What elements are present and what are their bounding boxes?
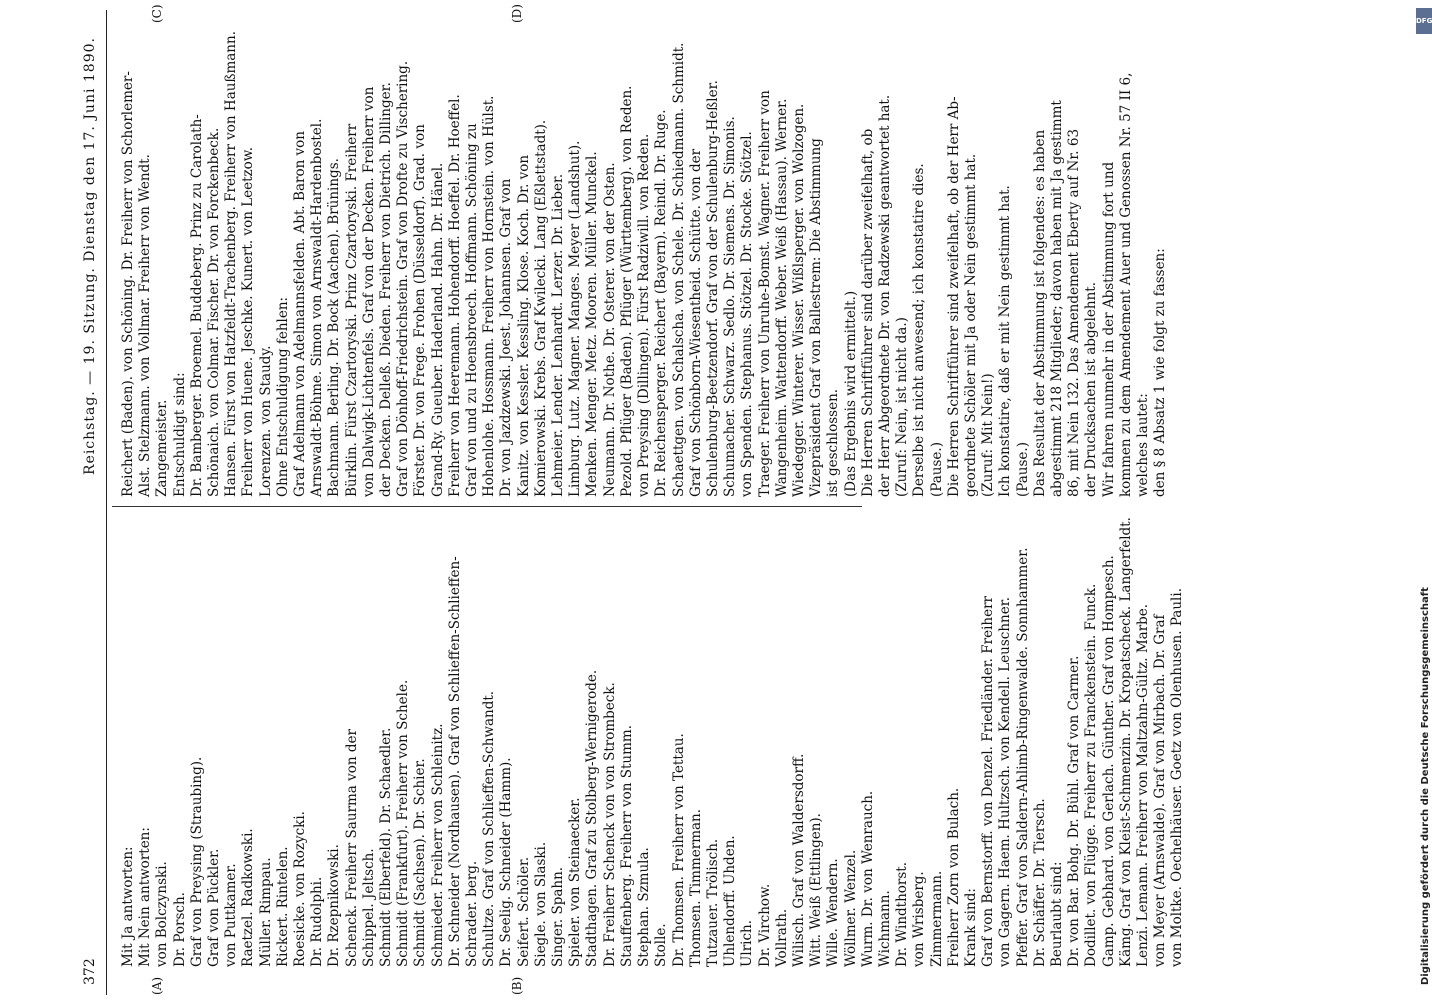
right-column-line: Limburg. Lutz. Magner. Manges. Meyer (Landshut). [567, 140, 584, 497]
right-column-line: von Preysing (Dillingen). Fürst Radziwill. von Reden. [636, 133, 653, 497]
right-column-line: Wangenheim. Wattendorff. Weber. Weiß (Hassau). Werner. [773, 98, 790, 497]
left-column-line: Schmidt (Elberfeld). Dr. Schaedler. [378, 727, 395, 967]
left-column-line: Raetzel. Radkowski. [240, 828, 257, 967]
right-column-line: Die Herren Schriftführer sind darüber zweifelhaft, ob [859, 128, 876, 497]
right-column-line: Grand-Ry. Gueuber. Haderland. Hahn. Dr. Hänel. [429, 162, 446, 497]
margin-mark-c: (C) [150, 4, 164, 23]
left-column-line: Graf von Bernstorff. von Denzel. Friedländer. Freiherr [980, 596, 997, 967]
dfg-logo: DFG [1416, 8, 1432, 34]
right-column-line: der Drucksachen ist abgelehnt. [1083, 282, 1100, 497]
right-column-line: Alst. Stelzmann. von Vollmar. Freiherr von Wendt. [137, 154, 154, 497]
page-number: 372 [82, 958, 98, 985]
right-column-line: Graf von Dönhoff-Friedrichstein. Graf von Drofte zu Vischering. [395, 60, 412, 497]
right-column-line: Arnswaldt-Böhme. Simon von Arnswaldt-Hardenbostel. [309, 118, 326, 497]
left-column-line: Dr. von Bar. Bohg. Dr. Bühl. Graf von Carmer. [1066, 655, 1083, 967]
right-column-line: Wir fahren nunmehr in der Abstimmung fort und [1100, 161, 1117, 497]
right-column-line: (Das Ergebnis wird ermittelt.) [842, 290, 859, 497]
right-column-line: Schulenburg-Beetzendorf. Graf von der Schulenburg-Heßler. [704, 80, 721, 497]
left-column-line: Dr. Porsch. [171, 892, 188, 967]
right-column-line: Kanitz. von Kessler. Kessling. Klose. Koch. Dr. von [515, 154, 532, 497]
left-column-line: Witt. Weiß (Ettlingen). [808, 813, 825, 967]
left-column-line: Dr. Schäffer. Dr. Tiersch. [1031, 798, 1048, 967]
left-column-line: Schippel. Jeltsch. [360, 848, 377, 967]
right-column-line: Freiherr von Heeremann. Hohendorff. Hoeffel. Dr. Hoeffel. [446, 94, 463, 497]
right-column-line: Lehmeier. Lender. Lenhardt. Lerzer. Dr. Lieber. [550, 173, 567, 497]
left-column-line: Dr. Thomsen. Freiherr von Tettau. [670, 733, 687, 967]
left-column-line: Mit Nein antworten: [137, 827, 154, 967]
left-column-line: Stolle. [653, 923, 670, 967]
left-column-line: Graf von Pückler. [206, 848, 223, 967]
left-column-line: Thomsen. Timmerman. [687, 808, 704, 967]
right-column-line: abgestimmt 218 Mitglieder; davon haben mit Ja gestimmt [1048, 100, 1065, 497]
running-title: Reichstag. — 19. Sitzung. Dienstag den 17. Juni 1890. [82, 37, 98, 475]
left-column-line: Roesicke. von Rozycki. [292, 811, 309, 967]
left-column-line: Graf von Preysing (Straubing). [188, 756, 205, 967]
left-column-line: Seifert. Schöler. [515, 856, 532, 967]
left-column-line: Schmidt (Sachsen). Dr. Schier. [412, 758, 429, 967]
left-column-line: Dr. Schneider (Nordhausen). Graf von Schlieffen-Schlieffen- [446, 556, 463, 967]
right-column-line: Freiherr von Huene. Jeschke. Kunert. von Leetzow. [240, 146, 257, 497]
left-column-line: Beurlaubt sind: [1048, 861, 1065, 967]
right-column-line: (Pause.) [928, 442, 945, 497]
right-column-line: Schumacher. Schwarz. Sedlo. Dr. Siemens. Dr. Simonis. [722, 116, 739, 497]
left-column-line: Uhlendorff. Uhden. [722, 835, 739, 967]
page-header [80, 10, 104, 995]
right-column-line: Schaettgen. von Schalscha. von Schele. Dr. Schiedmann. Schmidt. [670, 42, 687, 497]
left-column-line: Ulrich. [739, 919, 756, 967]
left-column-line: Wurm. Dr. von Wenrauch. [859, 790, 876, 967]
right-column-line: Dr. von Jazdzewski. Joest. Johannsen. Graf von [498, 178, 515, 497]
credit-strip [1418, 10, 1432, 990]
right-column-line: (Zuruf: Nein, ist nicht da.) [894, 317, 911, 497]
left-column-line: Lenzi. Lemann. Freiherr von Maltzahn-Gültz. Marbe. [1134, 603, 1151, 967]
right-column-line: Bürklin. Fürst Czartoryski. Prinz Czartoryski. Freiherr [343, 123, 360, 497]
left-column-line: Dr. Rudolphi. [309, 876, 326, 967]
right-column-line: von Spenden. Stephanus. Stötzel. Dr. Stocke. Stötzel. [739, 131, 756, 497]
right-column-line: Dr. Reichensperger. Reichert (Bayern). Reindl. Dr. Ruge. [653, 109, 670, 497]
right-column-line: Graf von und zu Hoensbroech. Hoffmann. Schöning zu [464, 123, 481, 497]
left-column-line: Mit Ja antworten: [120, 846, 136, 967]
left-column-line: von Bolczynski. [154, 861, 171, 967]
right-column-line: Schönaich. von Colmar. Fischer. Dr. von Forckenbeck. [206, 127, 223, 497]
left-column-line: Tutzauer. Trölisch. [704, 838, 721, 967]
left-column-line: Dodillet. von Flügge. Freiherr zu Franckenstein. Funck. [1083, 583, 1100, 967]
right-column-line: Bachmann. Berling. Dr. Bock (Aachen). Brünings. [326, 158, 343, 497]
right-column-line: Lorenzen. von Staudy. [257, 345, 274, 497]
right-column-line: Das Resultat der Abstimmung ist folgendes: es haben [1031, 129, 1048, 497]
right-column-line: Vizepräsident Graf von Ballestrem: Die Abstimmung [808, 138, 825, 497]
right-column-line: Graf Adelmann von Adelmannsfelden. Abt. Baron von [292, 130, 309, 497]
right-column-line: Hohenlohe. Hossmann. Freiherr von Hornstein. von Hülst. [481, 95, 498, 497]
left-column-line: Rickert. Rintelen. [274, 846, 291, 967]
right-column-line: 86, mit Nein 132. Das Amendement Eberty auf Nr. 63 [1066, 128, 1083, 497]
margin-mark-d: (D) [510, 4, 524, 23]
right-column-line: Menken. Menger. Metz. Mooren. Müller. Munckel. [584, 151, 601, 497]
left-column-line: Wichmann. [876, 890, 893, 967]
right-column-line: der Herr Abgeordnete Dr. von Radzewski geantwortet hat. [876, 94, 893, 497]
right-column-line: Dr. Bamberger. Broemel. Buddeberg. Prinz zu Carolath- [188, 114, 205, 497]
margin-mark-b: (B) [510, 976, 524, 995]
left-column-line: Pfeffer. Graf von Saldern-Ahlimb-Ringenwalde. Sonnhammer. [1014, 547, 1031, 967]
left-column-line: von Puttkamer. [223, 863, 240, 967]
left-column-line: Schmidt (Frankfurt). Freiherr von Schele. [395, 679, 412, 967]
right-column-line: geordnete Schöler mit Ja oder Nein gestimmt hat. [962, 153, 979, 497]
left-column-line: Stephan. Szmula. [636, 847, 653, 967]
right-column-line: Hansen. Fürst von Hatzfeldt-Trachenberg. Freiherr von Haußmann. [223, 31, 240, 497]
right-column-line: Neumann. Dr. Nothe. Dr. Osterer. von der Osten. [601, 162, 618, 497]
left-column-line: Schultze. Graf von Schlieffen-Schwandt. [481, 690, 498, 967]
right-column-line: (Zuruf: Mit Nein!) [980, 373, 997, 497]
right-column-line: Ich konstatire, daß er mit Nein gestimmt hat. [997, 185, 1014, 497]
right-column-line: Förster. Dr. von Frege. Frohen (Düsseldorf). Grad. von [412, 124, 429, 497]
left-column-line: Stauffenberg. Freiherr von Stumm. [618, 724, 635, 967]
right-column-line: Die Herren Schriftführer sind zweifelhaft, ob der Herr Ab- [945, 96, 962, 497]
left-column-line: Stadthagen. Graf zu Stolberg-Wernigerode. [584, 669, 601, 967]
left-column-line: Wöllmer. Wenzel. [842, 849, 859, 967]
left-column-line: Vollrath. [773, 908, 790, 967]
right-column-line: von Dalwigk-Lichtenfels. Graf von der Decken. Freiherr von [360, 86, 377, 497]
left-column [120, 517, 1187, 967]
left-column-line: Krank sind: [962, 888, 979, 967]
margin-mark-a: (A) [150, 976, 164, 995]
right-column-line: Ohne Entschuldigung fehlen: [274, 296, 291, 497]
right-column-line: den § 8 Absatz 1 wie folgt zu fassen: [1152, 248, 1169, 497]
left-column-line: Schrader. berg. [464, 860, 481, 967]
right-column-line: Traeger. Freiherr von Unruhe-Bomst. Wagner. Freiherr von [756, 90, 773, 497]
right-column-line: welches lautet: [1134, 393, 1151, 497]
left-column-line: Spieler. von Steinaecker. [567, 797, 584, 967]
right-column-line: Zangemeister. [154, 399, 171, 497]
left-column-line: Dr. Windthorst. [894, 861, 911, 967]
left-column-line: Müller. Rimpau. [257, 857, 274, 967]
left-column-line: Singer. Spahn. [550, 866, 567, 967]
right-column-line: Derselbe ist nicht anwesend; ich konstatire dies. [911, 163, 928, 497]
column-divider [112, 506, 862, 507]
rotated-page [80, 4, 1186, 995]
left-column-line: Dr. Seelig. Schneider (Hamm). [498, 757, 515, 967]
right-column-line: kommen zu dem Amendement Auer und Genossen Nr. 57 II 6, [1117, 72, 1134, 497]
header-rule [106, 10, 107, 995]
left-column-line: Dr. Rzepnikowski. [326, 844, 343, 967]
right-column-line: Reichert (Baden). von Schöning. Dr. Freiherr von Schorlemer- [120, 71, 136, 497]
left-column-line: Kämg. Graf von Kleist-Schmenzin. Dr. Kropatscheck. Langerfeldt. [1117, 517, 1134, 967]
right-column [120, 27, 1169, 497]
left-column-line: Dr. Freiherr Schenck von von Strombeck. [601, 682, 618, 967]
left-column-line: Freiherr Zorn von Bulach. [945, 787, 962, 967]
right-column-line: Pezold. Pflüger (Baden). Pflüger (Württemberg). von Reden. [618, 85, 635, 497]
left-column-line: von Wrisberg. [911, 871, 928, 967]
left-column-line: von Moltke. Oechelhäuser. Goetz von Olenhusen. Pauli. [1169, 588, 1186, 967]
right-column-line: Komierowski. Krebs. Graf Kwilecki. Lang (Eßlettstadt). [532, 119, 549, 497]
left-column-line: Schenck. Freiherr Saurma von der [343, 729, 360, 967]
right-column-line: Graf von Schönborn-Wiesentheid. Schütte. von der [687, 148, 704, 497]
left-column-line: Wille. Wendern. [825, 858, 842, 967]
left-column-line: Wilisch. Graf von Waldersdorff. [790, 753, 807, 967]
right-column-line: Wiedegger. Winterer. Wisser. Wißlsperger. von Wolzogen. [790, 103, 807, 497]
left-column-line: von Gagern. Haem. Hultzsch. von Kendell. Leuschner. [997, 597, 1014, 967]
left-column-line: Dr. Virchow. [756, 883, 773, 967]
credit-text: Digitalisierung gefördert durch die Deutsche Forschungsgemeinschaft [1420, 587, 1431, 985]
left-column-line: Zimmermann. [928, 870, 945, 967]
right-column-line: ist geschlossen. [825, 388, 842, 497]
right-column-line: der Decken. Delleß. Dieden. Freiherr von Dietrich. Dillinger. [378, 82, 395, 497]
right-column-line: Entschuldigt sind: [171, 372, 188, 497]
left-column-line: Gamp. Gebhard. von Gerlach. Günther. Graf von Hompesch. [1100, 555, 1117, 967]
left-column-line: Siegle. von Slaski. [532, 841, 549, 967]
left-column-line: von Meyer (Arnswalde). Graf von Mirbach. Dr. Graf [1152, 614, 1169, 967]
left-column-line: Schmieder. Freiherr von Schleinitz. [429, 723, 446, 967]
right-column-line: (Pause.) [1014, 442, 1031, 497]
